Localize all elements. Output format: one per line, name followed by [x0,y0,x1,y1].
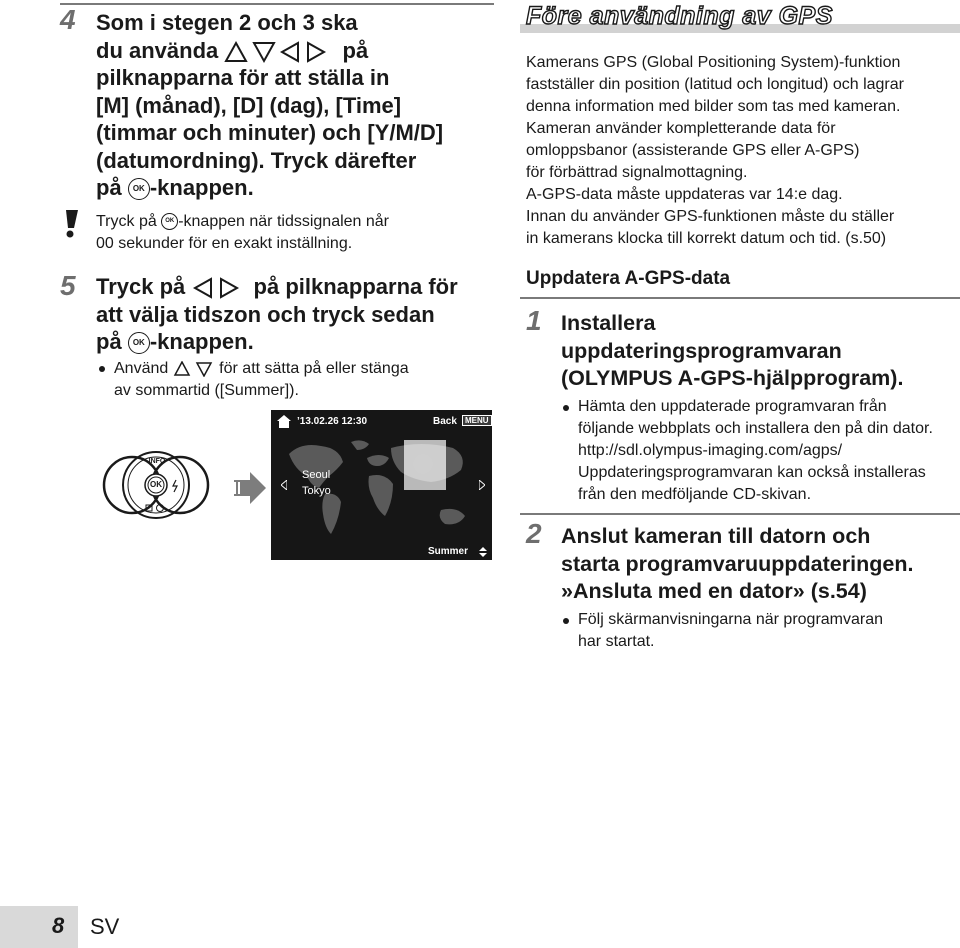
step-divider [520,513,960,515]
gps-section-title: Före användning av GPS [526,2,833,30]
bullet-text: för att sätta på eller stänga [219,360,409,377]
intro-line: in kamerans klocka till korrekt datum och tid. (s.50) [526,230,887,247]
screen-city-1: Seoul [302,469,331,481]
language-code: SV [90,914,120,939]
step-4-number: 4 [60,4,76,35]
screen-datetime: ’13.02.26 12:30 [297,416,368,427]
step-1-line: (OLYMPUS A-GPS-hjälpprogram). [561,366,904,390]
intro-line: denna information med bilder som tas med kameran. [526,98,901,115]
step-4-line: (datumordning). Tryck därefter [96,147,417,173]
step-4-line-text: på [342,37,369,63]
intro-line: Kamerans GPS (Global Positioning System)-funktion [526,54,901,71]
step-5-line [96,273,496,301]
up-down-keys-icon [173,361,215,377]
screen-summer-label: Summer [428,546,469,557]
gps-intro [526,52,960,250]
step-1-heading [561,310,959,393]
bullet-line: Uppdateringsprogramvaran kan också installeras [578,464,926,481]
intro-line: fastställer din position (latitud och longitud) och lagrar [526,76,904,93]
arrow-keys-icon [224,40,336,64]
note-text: -knappen när tidssignalen når [178,213,390,230]
step-5-bullet [114,358,494,401]
screen-right-arrow-icon [479,480,485,490]
bullet-dot [563,405,569,411]
home-icon [277,415,291,428]
bullet-line: Hämta den uppdaterade programvaran från [578,398,887,415]
right-arrow-icon [234,472,266,504]
step-5-line: att välja tidszon och tryck sedan [96,301,435,327]
step-4-line-text: -knappen. [149,175,254,200]
bullet-dot [99,366,105,372]
step-1-line: Installera [561,311,656,335]
bullet-line: har startat. [578,633,655,650]
screen-menu-badge: MENU [462,415,492,426]
page-number-tab [0,906,78,948]
step-4-heading [96,9,496,202]
step-5-number: 5 [60,270,76,301]
bullet-line: Följ skärmanvisningarna när programvaran [578,611,884,628]
ok-button-icon: OK [128,178,150,200]
ok-button-icon: OK [161,213,178,230]
gps-title-bar [520,2,960,32]
step-2-line: »Ansluta med en dator» (s.54) [561,579,867,603]
step-4-line: Som i stegen 2 och 3 ska [96,10,358,35]
step-1-line: uppdateringsprogramvaran [561,338,842,363]
step-4-line: pilknapparna för att ställa in [96,65,390,90]
step-4-line-text: du använda [96,37,219,63]
dial-info-label: INFO [148,458,166,465]
page-number: 8 [52,913,65,938]
step-5-line-text: på pilknapparna för [253,274,458,299]
bullet-dot [563,618,569,624]
screen-back-label: Back [433,416,457,427]
step-2-number: 2 [526,518,542,549]
step-2-heading [561,523,959,606]
left-top-rule [60,3,494,5]
bullet-text: Använd [114,360,169,377]
step-1-number: 1 [526,305,542,336]
subheading-rule [520,297,960,299]
up-down-icon [479,547,487,557]
step-5-line-text: Tryck på [96,274,186,299]
step-2-bullet [578,609,960,653]
dial-ok-label: OK [150,480,162,489]
ok-button-icon: OK [128,332,150,354]
note-line: 00 sekunder för en exakt inställning. [96,234,353,252]
step-4-line: (timmar och minuter) och [Y/M/D] [96,120,444,145]
note-text: Tryck på [96,213,157,230]
step-5-line-text: på [96,329,122,354]
intro-line: omloppsbanor (assisterande GPS eller A-GPS) [526,142,860,159]
screen-city-2: Tokyo [302,485,331,497]
download-url[interactable]: http://sdl.olympus-imaging.com/agps/ [578,442,843,459]
exclamation-icon [60,208,82,238]
intro-line: Kameran använder kompletterande data för [526,120,836,137]
intro-line: för förbättrad signalmottagning. [526,164,748,181]
step-4-line-text: på [96,175,122,200]
step-4-note [96,211,496,254]
step-2-line: starta programvaruuppdateringen. [561,551,914,576]
camera-screen [271,410,492,560]
step-2-line: Anslut kameran till datorn och [561,524,871,548]
step-4-line: [M] (månad), [D] (dag), [Time] [96,92,402,118]
bullet-line [114,358,494,380]
note-line [96,211,496,233]
step-5-line-text: -knappen. [149,329,254,354]
screen-left-arrow-icon [281,480,287,490]
bullet-line: från den medföljande CD-skivan. [578,486,812,503]
step-5-heading [96,273,496,356]
intro-line: A-GPS-data måste uppdateras var 14:e dag. [526,186,843,203]
step-4-line [96,174,496,202]
step-5-line [96,328,496,356]
step-1-bullet [578,396,960,506]
left-right-keys-icon [191,276,247,300]
update-subheading: Uppdatera A-GPS-data [526,268,731,289]
bullet-line: följande webbplats och installera den på din dator. [578,420,933,437]
step-4-line [96,37,496,65]
bullet-line: av sommartid ([Summer]). [114,381,299,399]
intro-line: Innan du använder GPS-funktionen måste du ställer [526,208,895,225]
